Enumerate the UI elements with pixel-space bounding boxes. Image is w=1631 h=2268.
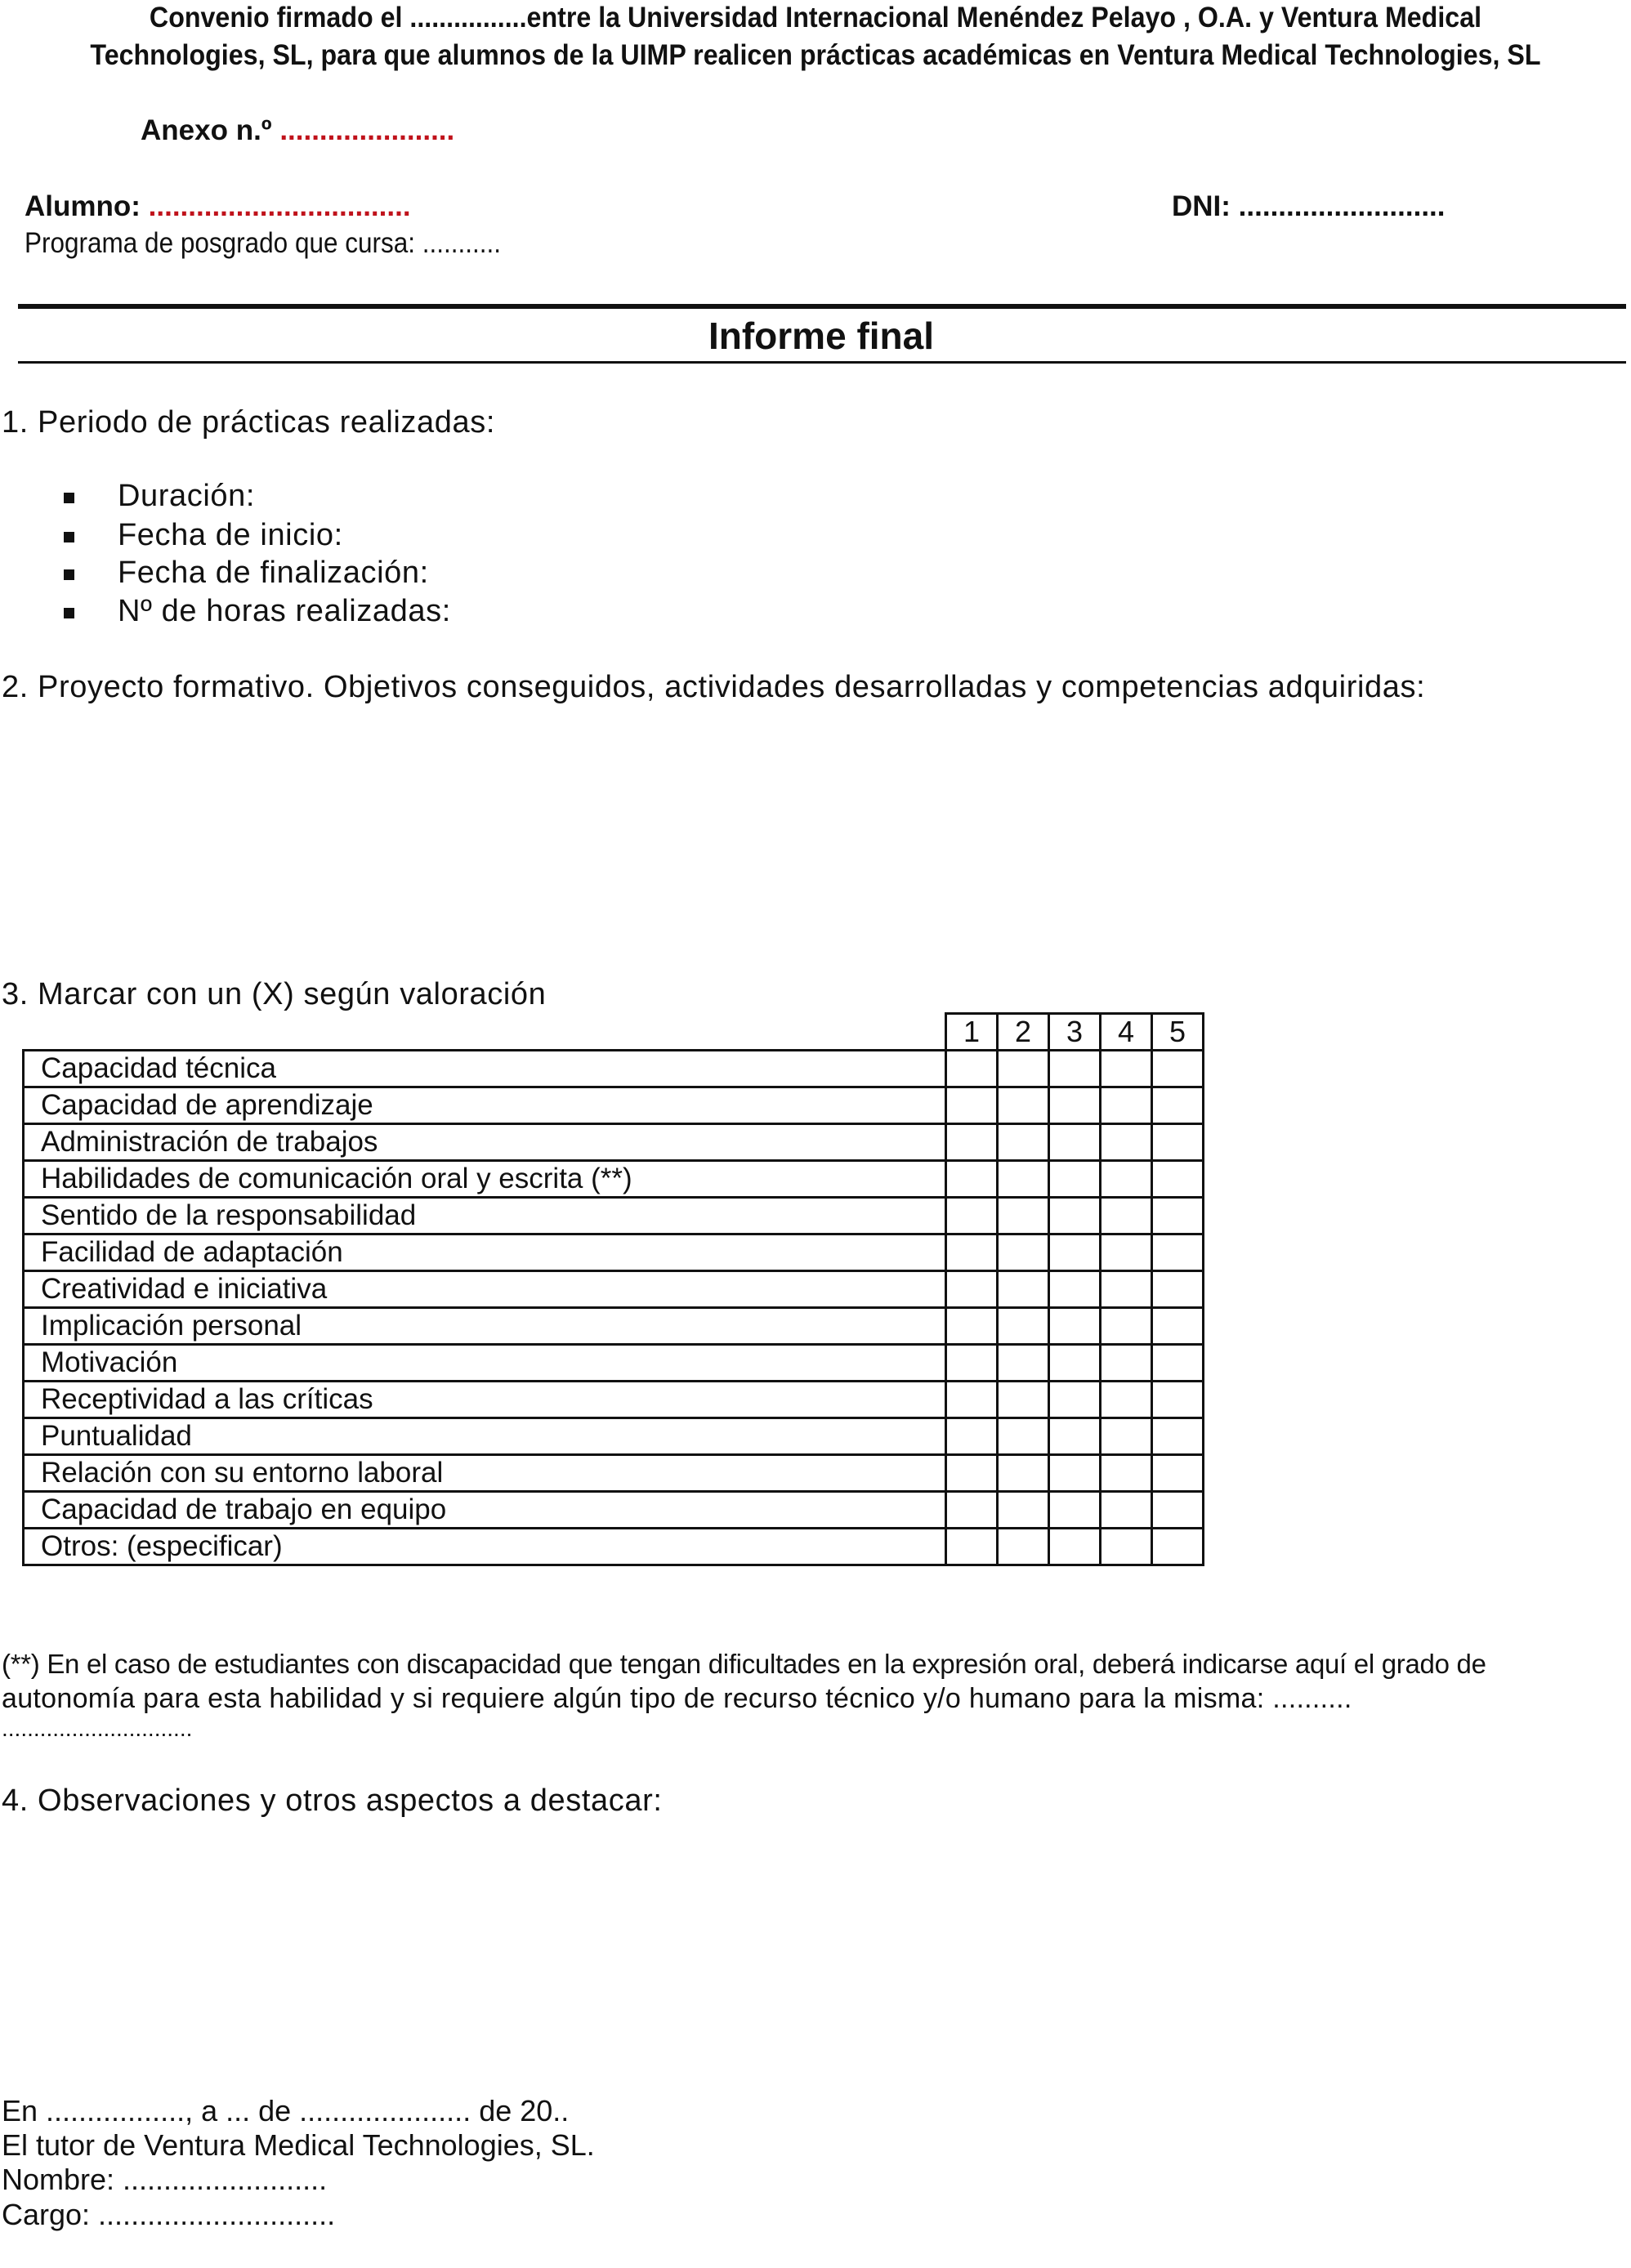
criterion-label: Otros: (especificar)	[24, 1529, 946, 1565]
rating-cell-2[interactable]	[998, 1345, 1049, 1382]
dni-row	[1172, 190, 1446, 223]
tutor-label: El tutor de Ventura Medical Technologies, SL.	[2, 2128, 595, 2162]
bullet-icon	[64, 608, 74, 618]
rating-cell-3[interactable]	[1049, 1382, 1101, 1418]
scale-header-5: 5	[1152, 1014, 1204, 1051]
rating-cell-4[interactable]	[1101, 1345, 1152, 1382]
rating-row	[24, 1382, 1204, 1418]
rating-cell-4[interactable]	[1101, 1161, 1152, 1198]
criterion-label: Puntualidad	[24, 1418, 946, 1455]
rating-cell-5[interactable]	[1152, 1198, 1204, 1234]
rating-cell-1[interactable]	[946, 1308, 998, 1345]
rating-row	[24, 1198, 1204, 1234]
rating-cell-5[interactable]	[1152, 1418, 1204, 1455]
rating-cell-4[interactable]	[1101, 1418, 1152, 1455]
rating-cell-2[interactable]	[998, 1529, 1049, 1565]
section-4-heading: 4. Observaciones y otros aspectos a destacar:	[2, 1784, 663, 1818]
rating-cell-4[interactable]	[1101, 1455, 1152, 1492]
criterion-label: Capacidad técnica	[24, 1051, 946, 1087]
rating-row	[24, 1087, 1204, 1124]
rating-cell-4[interactable]	[1101, 1382, 1152, 1418]
rating-header-blank	[24, 1014, 946, 1051]
rating-row	[24, 1492, 1204, 1529]
rating-cell-3[interactable]	[1049, 1492, 1101, 1529]
criterion-label: Implicación personal	[24, 1308, 946, 1345]
rating-cell-1[interactable]	[946, 1455, 998, 1492]
criterion-label: Administración de trabajos	[24, 1124, 946, 1161]
rating-scale-row	[24, 1014, 1204, 1051]
rating-cell-5[interactable]	[1152, 1087, 1204, 1124]
dni-field[interactable]: ..........................	[1238, 190, 1446, 222]
rating-cell-1[interactable]	[946, 1161, 998, 1198]
agreement-header-line-1: Convenio firmado el ................entre la Universidad Internacional Menéndez Pelayo , O.A. y Ventura Medical	[149, 2, 1482, 33]
criterion-label: Receptividad a las críticas	[24, 1382, 946, 1418]
disability-note-line-3[interactable]: ..............................	[2, 1716, 193, 1741]
rating-cell-4[interactable]	[1101, 1492, 1152, 1529]
rating-cell-3[interactable]	[1049, 1051, 1101, 1087]
criterion-label: Motivación	[24, 1345, 946, 1382]
agreement-header-line-2: Technologies, SL, para que alumnos de la UIMP realicen prácticas académicas en Ventura Medical Technologies, SL	[90, 39, 1541, 71]
scale-header-1: 1	[946, 1014, 998, 1051]
rating-cell-4[interactable]	[1101, 1234, 1152, 1271]
rating-row	[24, 1051, 1204, 1087]
rating-cell-3[interactable]	[1049, 1418, 1101, 1455]
program-field[interactable]: Programa de posgrado que cursa: ...........	[25, 227, 502, 259]
rating-cell-3[interactable]	[1049, 1345, 1101, 1382]
rating-cell-5[interactable]	[1152, 1345, 1204, 1382]
criterion-label: Capacidad de aprendizaje	[24, 1087, 946, 1124]
rating-row	[24, 1418, 1204, 1455]
rating-row	[24, 1455, 1204, 1492]
rating-row	[24, 1271, 1204, 1308]
section-2-heading: 2. Proyecto formativo. Objetivos conseguidos, actividades desarrolladas y competencias adquiridas:	[2, 670, 1426, 704]
annex-number	[141, 114, 454, 147]
rating-cell-4[interactable]	[1101, 1087, 1152, 1124]
rating-cell-1[interactable]	[946, 1087, 998, 1124]
rating-cell-1[interactable]	[946, 1529, 998, 1565]
rating-cell-2[interactable]	[998, 1087, 1049, 1124]
rating-cell-5[interactable]	[1152, 1308, 1204, 1345]
section-2-answer-area[interactable]	[2, 719, 1603, 964]
rating-row	[24, 1124, 1204, 1161]
rating-cell-1[interactable]	[946, 1198, 998, 1234]
student-name-label: Alumno:	[25, 190, 141, 222]
rating-cell-5[interactable]	[1152, 1382, 1204, 1418]
rating-cell-4[interactable]	[1101, 1308, 1152, 1345]
section-1-heading: 1. Periodo de prácticas realizadas:	[2, 405, 495, 440]
rating-cell-5[interactable]	[1152, 1492, 1204, 1529]
rating-cell-2[interactable]	[998, 1455, 1049, 1492]
rating-cell-5[interactable]	[1152, 1529, 1204, 1565]
rating-cell-1[interactable]	[946, 1418, 998, 1455]
place-date-field[interactable]: En ................., a ... de ..................... de 20..	[2, 2094, 570, 2127]
disability-note-line-1: (**) En el caso de estudiantes con discapacidad que tengan dificultades en la expresión oral, deberá indicarse aquí el grado de	[2, 1649, 1486, 1679]
rating-row	[24, 1161, 1204, 1198]
bullet-icon	[64, 493, 74, 503]
student-name-row	[25, 190, 411, 223]
rating-cell-2[interactable]	[998, 1382, 1049, 1418]
rating-cell-1[interactable]	[946, 1382, 998, 1418]
criterion-label: Facilidad de adaptación	[24, 1234, 946, 1271]
rating-cell-1[interactable]	[946, 1051, 998, 1087]
criterion-label: Capacidad de trabajo en equipo	[24, 1492, 946, 1529]
rating-cell-3[interactable]	[1049, 1234, 1101, 1271]
criterion-label: Relación con su entorno laboral	[24, 1455, 946, 1492]
rating-cell-4[interactable]	[1101, 1198, 1152, 1234]
rating-cell-5[interactable]	[1152, 1234, 1204, 1271]
tutor-name-field[interactable]: Nombre: .........................	[2, 2163, 328, 2196]
criterion-label: Creatividad e iniciativa	[24, 1271, 946, 1308]
rating-cell-2[interactable]	[998, 1161, 1049, 1198]
scale-header-3: 3	[1049, 1014, 1101, 1051]
rating-cell-2[interactable]	[998, 1308, 1049, 1345]
title-rule-bottom	[18, 361, 1626, 364]
rating-cell-1[interactable]	[946, 1271, 998, 1308]
rating-cell-3[interactable]	[1049, 1198, 1101, 1234]
scale-header-2: 2	[998, 1014, 1049, 1051]
annex-label: Anexo n.º	[141, 114, 272, 146]
rating-cell-4[interactable]	[1101, 1529, 1152, 1565]
rating-cell-2[interactable]	[998, 1492, 1049, 1529]
tutor-position-field[interactable]: Cargo: .............................	[2, 2198, 336, 2231]
rating-cell-3[interactable]	[1049, 1124, 1101, 1161]
rating-cell-5[interactable]	[1152, 1271, 1204, 1308]
rating-cell-1[interactable]	[946, 1124, 998, 1161]
start-date-field[interactable]: Fecha de inicio:	[118, 518, 343, 552]
annex-value-field[interactable]: ......................	[279, 114, 455, 146]
rating-cell-2[interactable]	[998, 1051, 1049, 1087]
rating-cell-3[interactable]	[1049, 1308, 1101, 1345]
bullet-icon	[64, 532, 74, 542]
section-4-answer-area[interactable]	[2, 1830, 1603, 2075]
rating-row	[24, 1529, 1204, 1565]
rating-cell-4[interactable]	[1101, 1271, 1152, 1308]
rating-cell-5[interactable]	[1152, 1455, 1204, 1492]
rating-cell-3[interactable]	[1049, 1455, 1101, 1492]
rating-cell-3[interactable]	[1049, 1271, 1101, 1308]
rating-cell-2[interactable]	[998, 1234, 1049, 1271]
rating-cell-2[interactable]	[998, 1271, 1049, 1308]
dni-label: DNI:	[1172, 190, 1231, 222]
scale-header-4: 4	[1101, 1014, 1152, 1051]
end-date-field[interactable]: Fecha de finalización:	[118, 556, 429, 590]
bullet-icon	[64, 569, 74, 580]
title-rule-top	[18, 304, 1626, 309]
rating-cell-2[interactable]	[998, 1124, 1049, 1161]
rating-cell-1[interactable]	[946, 1234, 998, 1271]
rating-cell-5[interactable]	[1152, 1161, 1204, 1198]
section-3-heading: 3. Marcar con un (X) según valoración	[2, 977, 547, 1011]
rating-cell-4[interactable]	[1101, 1051, 1152, 1087]
disability-note-line-2[interactable]: autonomía para esta habilidad y si requiere algún tipo de recurso técnico y/o humano para la misma: ..........	[2, 1683, 1352, 1714]
rating-row	[24, 1345, 1204, 1382]
rating-cell-2[interactable]	[998, 1198, 1049, 1234]
rating-cell-5[interactable]	[1152, 1051, 1204, 1087]
rating-cell-4[interactable]	[1101, 1124, 1152, 1161]
rating-cell-1[interactable]	[946, 1492, 998, 1529]
criterion-label: Habilidades de comunicación oral y escrita (**)	[24, 1161, 946, 1198]
criterion-label: Sentido de la responsabilidad	[24, 1198, 946, 1234]
rating-row	[24, 1308, 1204, 1345]
rating-cell-1[interactable]	[946, 1345, 998, 1382]
rating-row	[24, 1234, 1204, 1271]
hours-field[interactable]: Nº de horas realizadas:	[118, 594, 451, 628]
report-title: Informe final	[708, 315, 935, 357]
rating-table	[22, 1012, 1204, 1566]
duration-field[interactable]: Duración:	[118, 479, 256, 513]
rating-cell-3[interactable]	[1049, 1529, 1101, 1565]
rating-cell-5[interactable]	[1152, 1124, 1204, 1161]
rating-cell-2[interactable]	[998, 1418, 1049, 1455]
rating-cell-3[interactable]	[1049, 1087, 1101, 1124]
student-name-field[interactable]: .................................	[148, 190, 411, 222]
rating-cell-3[interactable]	[1049, 1161, 1101, 1198]
